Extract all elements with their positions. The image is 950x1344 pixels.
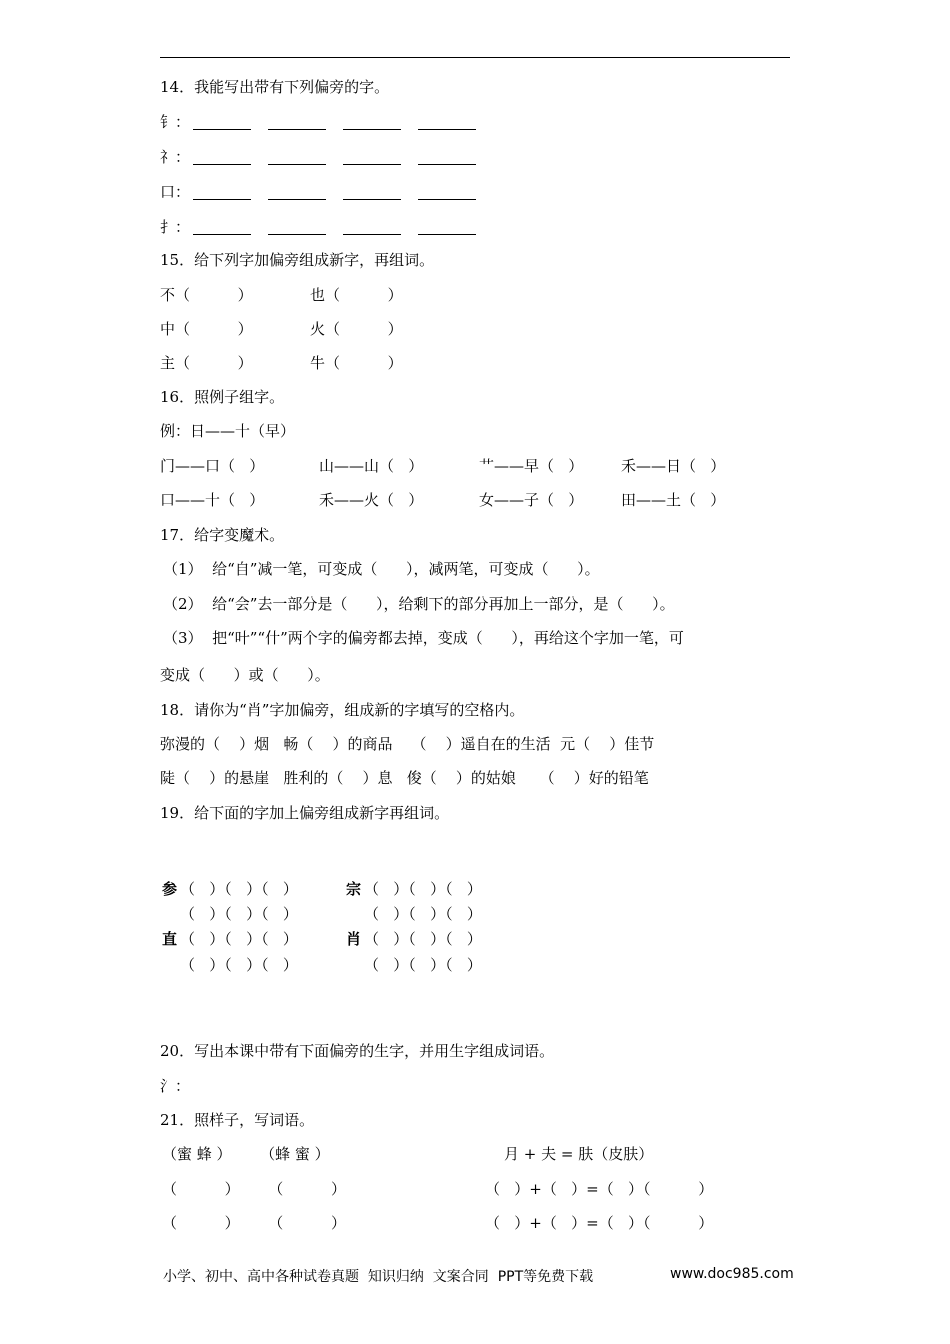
q15-item[interactable]: 牛（ ）: [310, 354, 403, 372]
q14-radical-3: 口：: [160, 183, 191, 201]
q16-item[interactable]: 禾——火（ ）: [319, 491, 424, 509]
q20-radical: 氵：: [160, 1077, 191, 1095]
q19-cells[interactable]: （ ）（ ）（ ）: [364, 905, 482, 923]
q17-title: 17．给字变魔术。: [160, 526, 285, 544]
q16-item[interactable]: 女——子（ ）: [479, 491, 584, 509]
q21-title: 21．照样子，写词语。: [160, 1111, 315, 1129]
q21-right-example: 月 + 夫 = 肤（皮肤）: [504, 1145, 654, 1163]
q20-title: 20．写出本课中带有下面偏旁的生字，并用生字组成词语。: [160, 1042, 555, 1060]
q21-left-example: （蜜 蜂 ） （蜂 蜜 ）: [162, 1145, 330, 1163]
footer-text: 小学、初中、高中各种试卷真题 知识归纳 文案合同 PPT等免费下载: [163, 1269, 594, 1285]
q19-cells[interactable]: （ ）（ ）（ ）: [180, 905, 298, 923]
q21-right-blank[interactable]: （ ）+（ ）=（ ）（ ）: [485, 1180, 714, 1198]
q15-item[interactable]: 也（ ）: [310, 286, 403, 304]
header-rule: [160, 57, 790, 58]
q16-item[interactable]: 山——山（ ）: [319, 457, 424, 475]
q14-blanks-2[interactable]: [193, 150, 493, 169]
q17-line-3[interactable]: （3） 把“叶”“什”两个字的偏旁都去掉，变成（ ），再给这个字加一笔，可: [163, 629, 684, 647]
q19-cells[interactable]: （ ）（ ）（ ）: [364, 956, 482, 974]
q15-item[interactable]: 主（ ）: [160, 354, 253, 372]
q14-radical-2: 礻：: [160, 148, 191, 166]
q15-item[interactable]: 不（ ）: [160, 286, 253, 304]
q21-left-blank[interactable]: （ ） （ ）: [162, 1214, 346, 1232]
q17-line-2[interactable]: （2） 给“会”去一部分是（ ），给剩下的部分再加上一部分，是（ ）。: [163, 595, 675, 613]
q15-item[interactable]: 火（ ）: [310, 320, 403, 338]
q16-example: 例：日——十（早）: [160, 422, 296, 440]
q19-char: 肖: [346, 930, 362, 948]
q16-item[interactable]: 田——土（ ）: [621, 491, 726, 509]
q19-char: 宗: [346, 880, 362, 898]
q16-title: 16．照例子组字。: [160, 388, 285, 406]
q14-blanks-3[interactable]: [193, 185, 493, 204]
q14-blanks-1[interactable]: [193, 115, 493, 134]
q21-left-blank[interactable]: （ ） （ ）: [162, 1180, 346, 1198]
q16-item[interactable]: 口——十（ ）: [160, 491, 265, 509]
q16-item[interactable]: 艹——早（ ）: [479, 457, 584, 475]
footer-url[interactable]: www.doc985.com: [670, 1266, 794, 1282]
q14-blanks-4[interactable]: [193, 220, 493, 239]
q14-radical-4: 扌：: [160, 218, 191, 236]
q19-cells[interactable]: （ ）（ ）（ ）: [180, 930, 298, 948]
q19-cells[interactable]: （ ）（ ）（ ）: [180, 956, 298, 974]
q16-item[interactable]: 门——口（ ）: [160, 457, 265, 475]
q18-row-1[interactable]: 弥漫的（ ）烟 畅（ ）的商品 （ ）遥自在的生活 元（ ）佳节: [160, 735, 655, 753]
q18-row-2[interactable]: 陡（ ）的悬崖 胜利的（ ）息 俊（ ）的姑娘 （ ）好的铅笔: [160, 769, 649, 787]
q19-cells[interactable]: （ ）（ ）（ ）: [364, 880, 482, 898]
q19-cells[interactable]: （ ）（ ）（ ）: [364, 930, 482, 948]
q19-title: 19．给下面的字加上偏旁组成新字再组词。: [160, 804, 450, 822]
q19-char: 参: [162, 880, 178, 898]
q16-item[interactable]: 禾——日（ ）: [621, 457, 726, 475]
q15-item[interactable]: 中（ ）: [160, 320, 253, 338]
q21-right-blank[interactable]: （ ）+（ ）=（ ）（ ）: [485, 1214, 714, 1232]
q15-title: 15．给下列字加偏旁组成新字，再组词。: [160, 251, 435, 269]
q14-radical-1: 钅：: [160, 113, 191, 131]
q19-cells[interactable]: （ ）（ ）（ ）: [180, 880, 298, 898]
q14-title: 14．我能写出带有下列偏旁的字。: [160, 78, 390, 96]
q17-line-1[interactable]: （1） 给“自”减一笔，可变成（ ），减两笔，可变成（ ）。: [163, 560, 600, 578]
q19-char: 直: [162, 930, 178, 948]
q17-line-4[interactable]: 变成（ ）或（ ）。: [160, 666, 330, 684]
q18-title: 18．请你为“肖”字加偏旁，组成新的字填写的空格内。: [160, 701, 525, 719]
